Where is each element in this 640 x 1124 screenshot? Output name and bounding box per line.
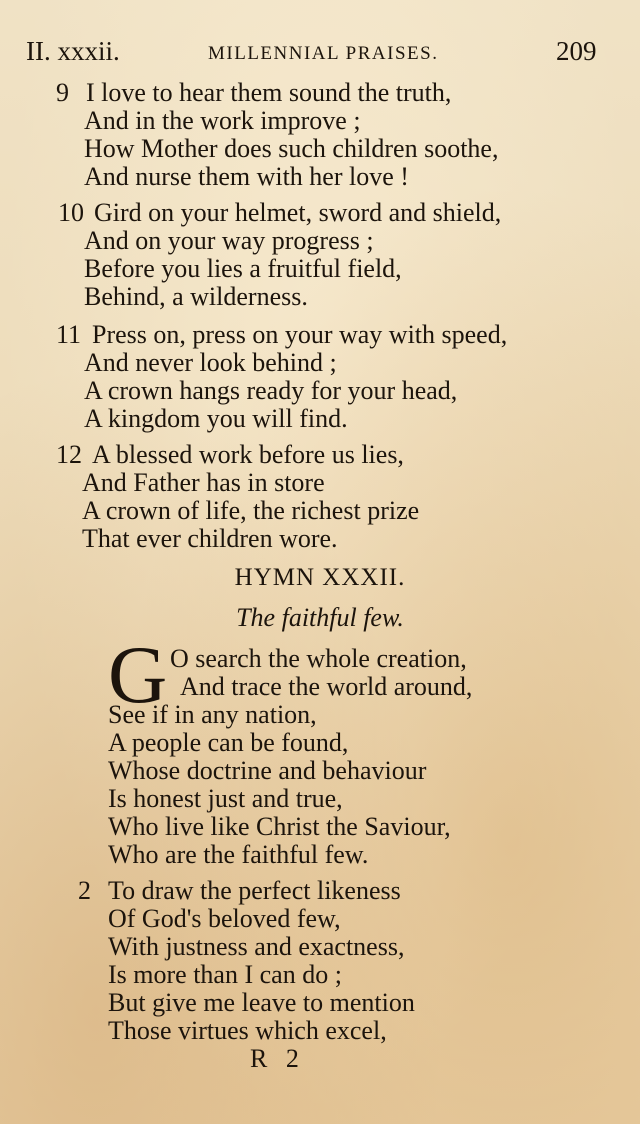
verse-line: Is honest just and true, — [108, 784, 343, 813]
verse-line: And nurse them with her love ! — [84, 162, 409, 191]
verse-line: And in the work improve ; — [84, 106, 361, 135]
verse-line: A people can be found, — [108, 728, 349, 757]
verse-line: Those virtues which excel, — [108, 1016, 387, 1045]
verse-line: O search the whole creation, — [170, 644, 467, 673]
verse-line: Who live like Christ the Saviour, — [108, 812, 451, 841]
verse-line: That ever children wore. — [82, 524, 338, 553]
stanza-9-line-1 — [56, 78, 451, 108]
verse-line: And on your way progress ; — [84, 226, 374, 255]
stanza-number: 12 — [56, 440, 82, 469]
header-section: II. xxxii. — [26, 36, 120, 66]
verse-line: A crown of life, the richest prize — [82, 496, 420, 525]
verse-line: A crown hangs ready for your head, — [84, 376, 458, 405]
running-header — [0, 36, 640, 70]
stanza-number: 10 — [58, 198, 84, 227]
verse-line: Before you lies a fruitful field, — [84, 254, 402, 283]
verse-line: Of God's beloved few, — [108, 904, 341, 933]
verse-line: Press on, press on your way with speed, — [92, 320, 508, 349]
stanza-12-line-1 — [56, 440, 404, 470]
verse-line: A blessed work before us lies, — [92, 440, 404, 469]
page-number: 209 — [556, 36, 597, 66]
verse-line: Is more than I can do ; — [108, 960, 342, 989]
verse-line: Behind, a wilderness. — [84, 282, 308, 311]
verse-line: And trace the world around, — [180, 672, 473, 701]
stanza-number: 9 — [56, 78, 69, 107]
stanza-11-line-1 — [56, 320, 507, 350]
stanza-number: 2 — [78, 876, 91, 905]
verse-line: And Father has in store — [82, 468, 325, 497]
verse-line: Gird on your helmet, sword and shield, — [94, 198, 502, 227]
stanza-2-line-1 — [78, 876, 401, 906]
hymn-title: HYMN XXXII. — [234, 564, 406, 591]
verse-line: Whose doctrine and behaviour — [108, 756, 427, 785]
stanza-10-line-1 — [58, 198, 501, 228]
verse-line: But give me leave to mention — [108, 988, 415, 1017]
verse-line: Who are the faithful few. — [108, 840, 369, 869]
stanza-number: 11 — [56, 320, 82, 349]
header-title: MILLENNIAL PRAISES. — [208, 43, 439, 64]
verse-line: And never look behind ; — [84, 348, 337, 377]
verse-line: See if in any nation, — [108, 700, 317, 729]
hymn-subtitle: The faithful few. — [236, 603, 404, 632]
drop-cap: G — [108, 629, 168, 720]
verse-line: I love to hear them sound the truth, — [86, 78, 452, 107]
verse-line: How Mother does such children soothe, — [84, 134, 499, 163]
verse-line: With justness and exactness, — [108, 932, 405, 961]
verse-line: A kingdom you will find. — [84, 404, 348, 433]
signature-mark: R 2 — [250, 1044, 305, 1073]
verse-line: To draw the perfect likeness — [108, 876, 401, 905]
